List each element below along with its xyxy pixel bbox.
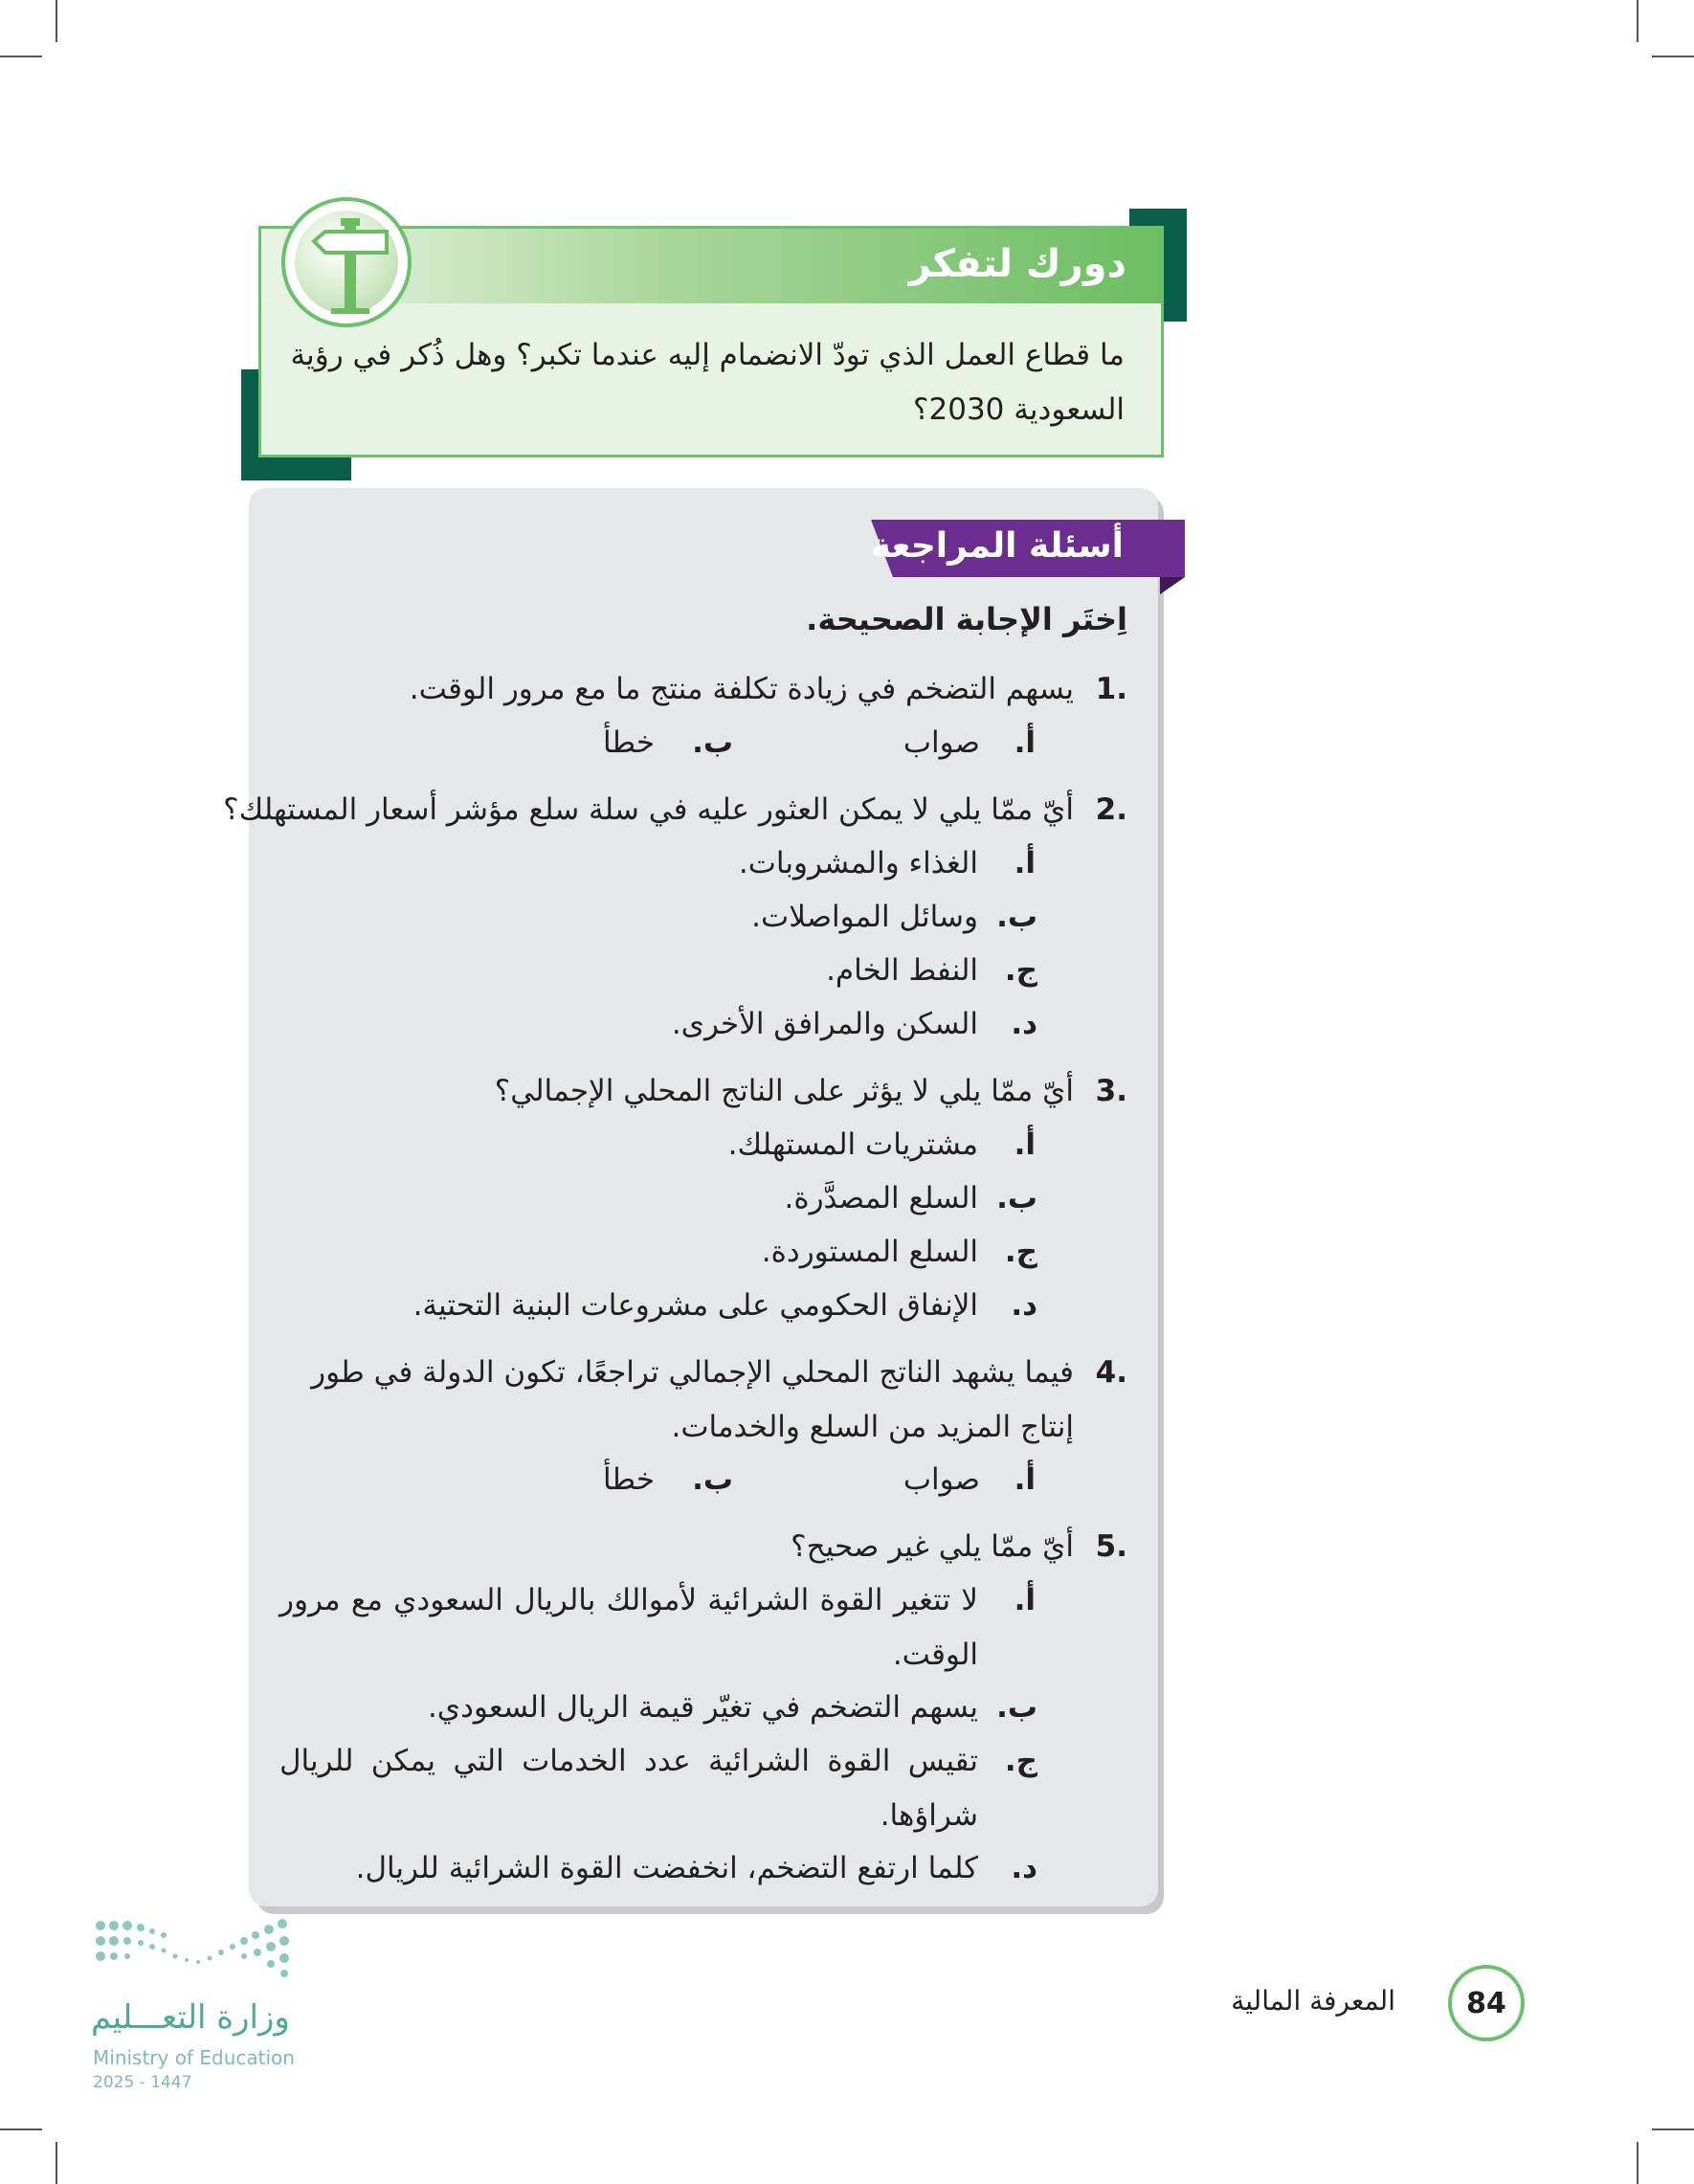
question-number: .1 [1095,672,1127,706]
question-number: .2 [1095,792,1127,827]
option-text: خطأ [602,725,655,760]
think-box-title: دورك لتفكر [908,242,1126,286]
ministry-logo-icon [91,1914,301,1991]
option-text: تقيس القوة الشرائية عدد الخدمات التي يمكن للريال شراؤها. [279,1744,978,1833]
signpost-icon [281,197,412,327]
question-number: .5 [1095,1529,1127,1564]
crop-mark [1637,2142,1638,2184]
option-text: وسائل المواصلات. [751,900,978,934]
option-letter: أ. [1014,725,1036,760]
think-box-question: ما قطاع العمل الذي تودّ الانضمام إليه عندما تكبر؟ وهل ذُكر في رؤية السعودية 2030؟ [290,338,1125,427]
page-number: 84 [1466,1986,1506,2020]
option-letter: ج. [1004,1744,1037,1778]
page-number-badge [1448,1965,1525,2041]
option-text: كلما ارتفع التضخم، انخفضت القوة الشرائية للريال. [355,1851,978,1885]
question-text: يسهم التضخم في زيادة تكلفة منتج ما مع مرور الوقت. [409,672,1074,706]
option-letter: د. [1011,1288,1037,1323]
review-title: أسئلة المراجعة [870,526,1124,566]
book-title: المعرفة المالية [1231,1985,1395,2017]
option-letter: أ. [1014,1127,1036,1162]
option-letter: ب. [996,1181,1037,1215]
ministry-name-english: Ministry of Education [93,2046,295,2069]
option-letter: د. [1011,1851,1037,1885]
option-text: السكن والمرافق الأخرى. [671,1007,978,1041]
option-letter: د. [1011,1007,1037,1041]
question-text: أيّ ممّا يلي لا يمكن العثور عليه في سلة سلع مؤشر أسعار المستهلك؟ [223,792,1074,827]
option-text: السلع المستوردة. [761,1235,978,1269]
option-letter: ب. [996,900,1037,934]
option-letter: أ. [1014,846,1036,880]
crop-mark [0,2128,42,2130]
option-letter: أ. [1014,1583,1036,1617]
option-letter: ج. [1004,953,1037,988]
option-text: مشتريات المستهلك. [727,1127,978,1162]
option-text: الإنفاق الحكومي على مشروعات البنية التحتية. [412,1288,978,1323]
crop-mark [1652,2128,1694,2130]
option-letter: ب. [692,725,733,760]
option-text: يسهم التضخم في تغيّر قيمة الريال السعودي. [427,1690,978,1725]
crop-mark [1652,56,1694,57]
ministry-name-arabic: وزارة التعـــليم [91,1998,290,2037]
signpost-icon-graphic [302,214,398,318]
question-text: أيّ ممّا يلي غير صحيح؟ [791,1529,1074,1564]
option-text: صواب [903,1462,980,1497]
question-text: فيما يشهد الناتج المحلي الإجمالي تراجعًا، تكون الدولة في طور إنتاج المزيد من السلع والخدمات. [311,1355,1074,1444]
crop-mark [56,2142,57,2184]
option-text: النفط الخام. [826,953,978,988]
question-text: أيّ ممّا يلي لا يؤثر على الناتج المحلي الإجمالي؟ [494,1074,1074,1108]
option-letter: أ. [1014,1462,1036,1497]
crop-mark [1637,0,1638,42]
option-text: لا تتغير القوة الشرائية لأموالك بالريال السعودي مع مرور الوقت. [279,1583,978,1672]
option-text: خطأ [602,1462,655,1497]
option-text: السلع المصدَّرة. [784,1181,978,1215]
option-text: الغذاء والمشروبات. [738,846,978,880]
crop-mark [0,56,42,57]
option-text: صواب [903,725,980,760]
question-number: .4 [1095,1355,1127,1390]
option-letter: ب. [692,1462,733,1497]
option-letter: ب. [996,1690,1037,1725]
question-number: .3 [1095,1074,1127,1108]
review-instruction: اِختَر الإجابة الصحيحة. [806,601,1127,637]
ministry-year: 2025 - 1447 [93,2073,192,2092]
crop-mark [56,0,57,42]
option-letter: ج. [1004,1235,1037,1269]
